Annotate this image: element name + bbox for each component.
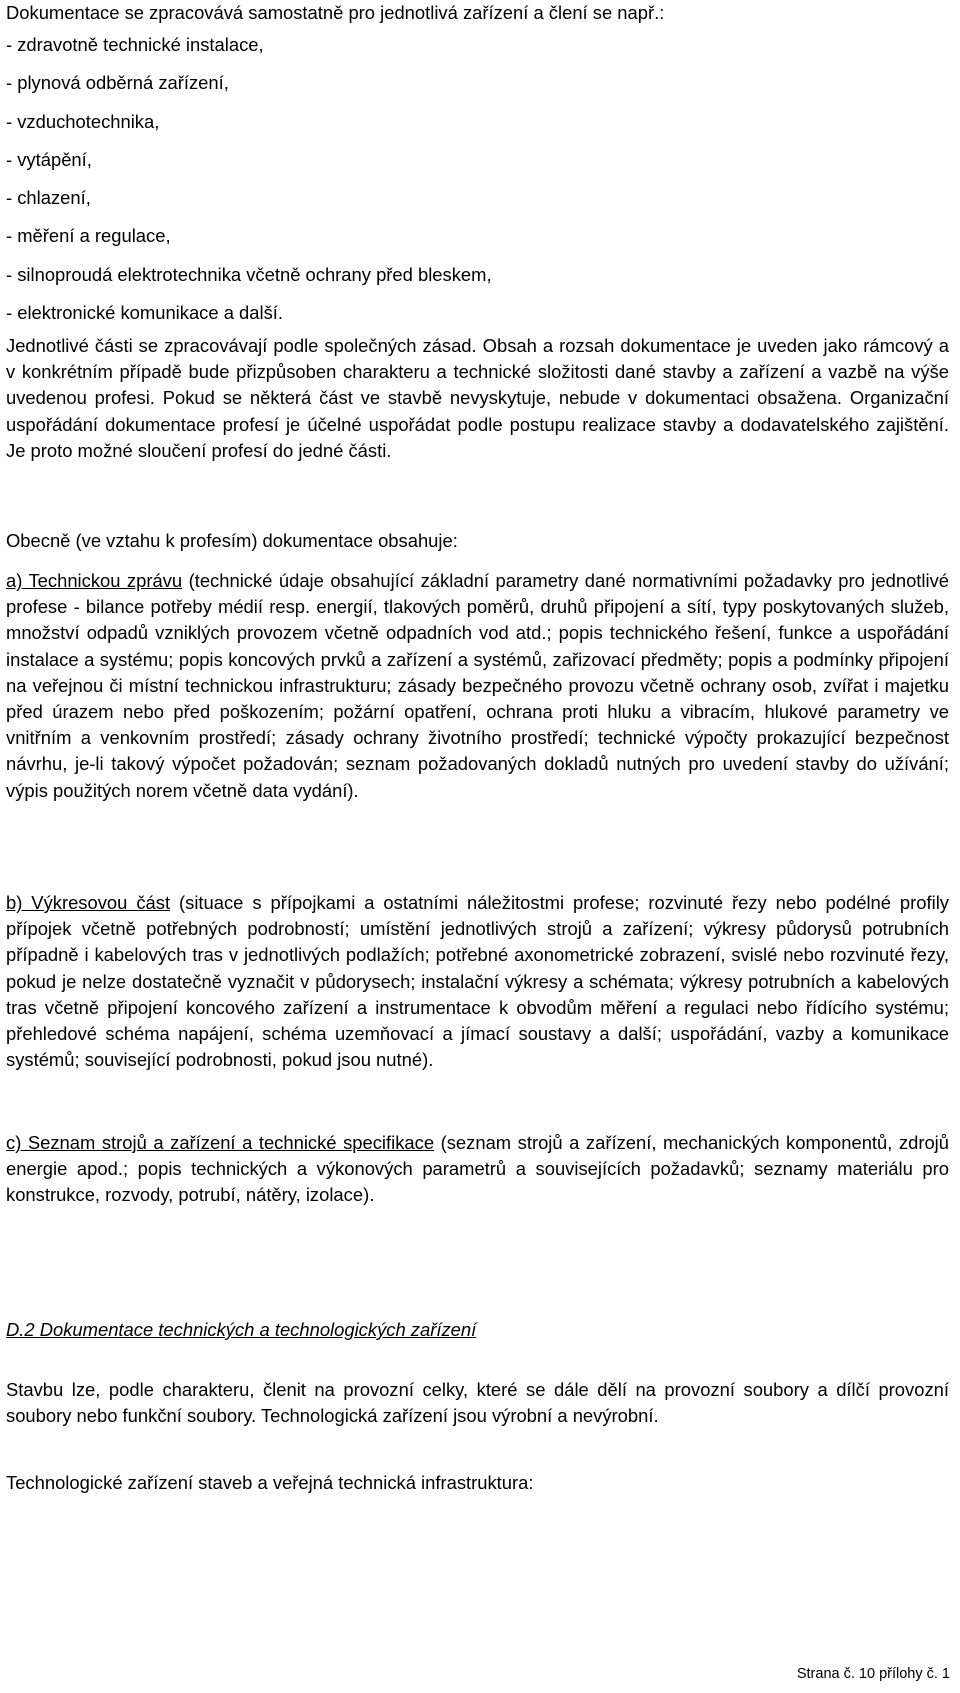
paragraph-technological-equipment: Technologické zařízení staveb a veřejná technická infrastruktura: xyxy=(6,1472,534,1493)
item-label: a) Technickou zprávu xyxy=(6,570,183,591)
list-item: - elektronické komunikace a další. xyxy=(6,302,284,324)
paragraph-contents-intro: Obecně (ve vztahu k profesím) dokumentace obsahuje: xyxy=(6,530,458,551)
item-equipment-list xyxy=(6,1130,949,1209)
section-heading: D.2 Dokumentace technických a technologických zařízení xyxy=(6,1319,477,1340)
paragraph-building-division: Stavbu lze, podle charakteru, členit na provozní celky, které se dále dělí na provozní soubory a dílčí provozní soubory nebo funkční soubory. Technologická zařízení jsou výrobní a nevýrobní. xyxy=(6,1379,949,1427)
list-item: - chlazení, xyxy=(6,187,91,209)
item-technical-report xyxy=(6,568,949,804)
list-item: - silnoproudá elektrotechnika včetně ochrany před bleskem, xyxy=(6,263,492,285)
item-label: c) Seznam strojů a zařízení a technické specifikace xyxy=(6,1132,435,1153)
item-text: (seznam strojů a zařízení, mechanických komponentů, zdrojů energie apod.; popis technických a výkonových parametrů a souvisejících požadavků; seznamy materiálu pro konstrukce, rozvody, potrubí, nátěry, izolace). xyxy=(6,1132,949,1206)
intro-paragraph: Dokumentace se zpracovává samostatně pro jednotlivá zařízení a člení se např.: xyxy=(6,2,665,23)
page-footer: Strana č. 10 přílohy č. 1 xyxy=(796,1666,950,1682)
list-item: - měření a regulace, xyxy=(6,225,171,247)
paragraph-common-principles: Jednotlivé části se zpracovávají podle společných zásad. Obsah a rozsah dokumentace je uveden jako rámcový a v konkrétním případě bude přizpůsoben charakteru a technické složitosti dané stavby a zařízení a vazbě na výše uvedenou profesi. Pokud se některá část ve stavbě nevyskytuje, nebude v dokumentaci obsažena. Organizační uspořádání dokumentace profesí je účelné uspořádat podle postupu realizace stavby a dodavatelského zajištění. Je proto možné sloučení profesí do jedné části. xyxy=(6,335,949,461)
item-text: (technické údaje obsahující základní parametry dané normativními požadavky pro jednotlivé profese - bilance potřeby médií resp. energií, tlakových poměrů, druhů připojení a sítí, typy poskytovaných služeb, množství odpadů vzniklých provozem včetně odpadních vod atd.; popis technického řešení, funkce a uspořádání instalace a systému; popis koncových prvků a zařízení a systémů, zařizovací předměty; popis a podmínky připojení na veřejnou či místní technickou infrastrukturu; zásady bezpečného provozu včetně ochrany osob, zvířat i majetku před úrazem nebo před poškozením; požární opatření, ochrana proti hluku a vibracím, hlukové parametry ve vnitřním a venkovním prostředí; zásady ochrany životního prostředí; technické výpočty prokazující bezpečnost návrhu, je-li takový výpočet požadován; seznam požadovaných dokladů nutných pro uvedení stavby do užívání; výpis použitých norem včetně data vydání). xyxy=(6,570,949,801)
item-label: b) Výkresovou část xyxy=(6,892,171,913)
list-item: - plynová odběrná zařízení, xyxy=(6,72,229,94)
list-item: - zdravotně technické instalace, xyxy=(6,34,264,55)
item-text: (situace s přípojkami a ostatními náležitostmi profese; rozvinuté řezy nebo podélné profily přípojek včetně potřebných podrobností; umístění jednotlivých strojů a zařízení; výkresy půdorysů potrubních případně i kabelových tras v jednotlivých podlažích; potřebné axonometrické zobrazení, svislé nebo rozvinuté řezy, pokud je nelze dostatečně vyznačit v půdorysech; instalační výkresy a schémata; výkresy potrubních a kabelových tras včetně připojení koncového zařízení a instrumentace k obvodům měření a regulaci nebo řídícího systému; přehledové schéma napájení, schéma uzemňovací a jímací soustavy a další; uspořádání, vazby a komunikace systémů; související podrobnosti, pokud jsou nutné). xyxy=(6,892,949,1071)
list-item: - vytápění, xyxy=(6,148,92,170)
item-drawing-part xyxy=(6,890,949,1073)
list-item: - vzduchotechnika, xyxy=(6,110,160,132)
device-list xyxy=(6,26,949,332)
